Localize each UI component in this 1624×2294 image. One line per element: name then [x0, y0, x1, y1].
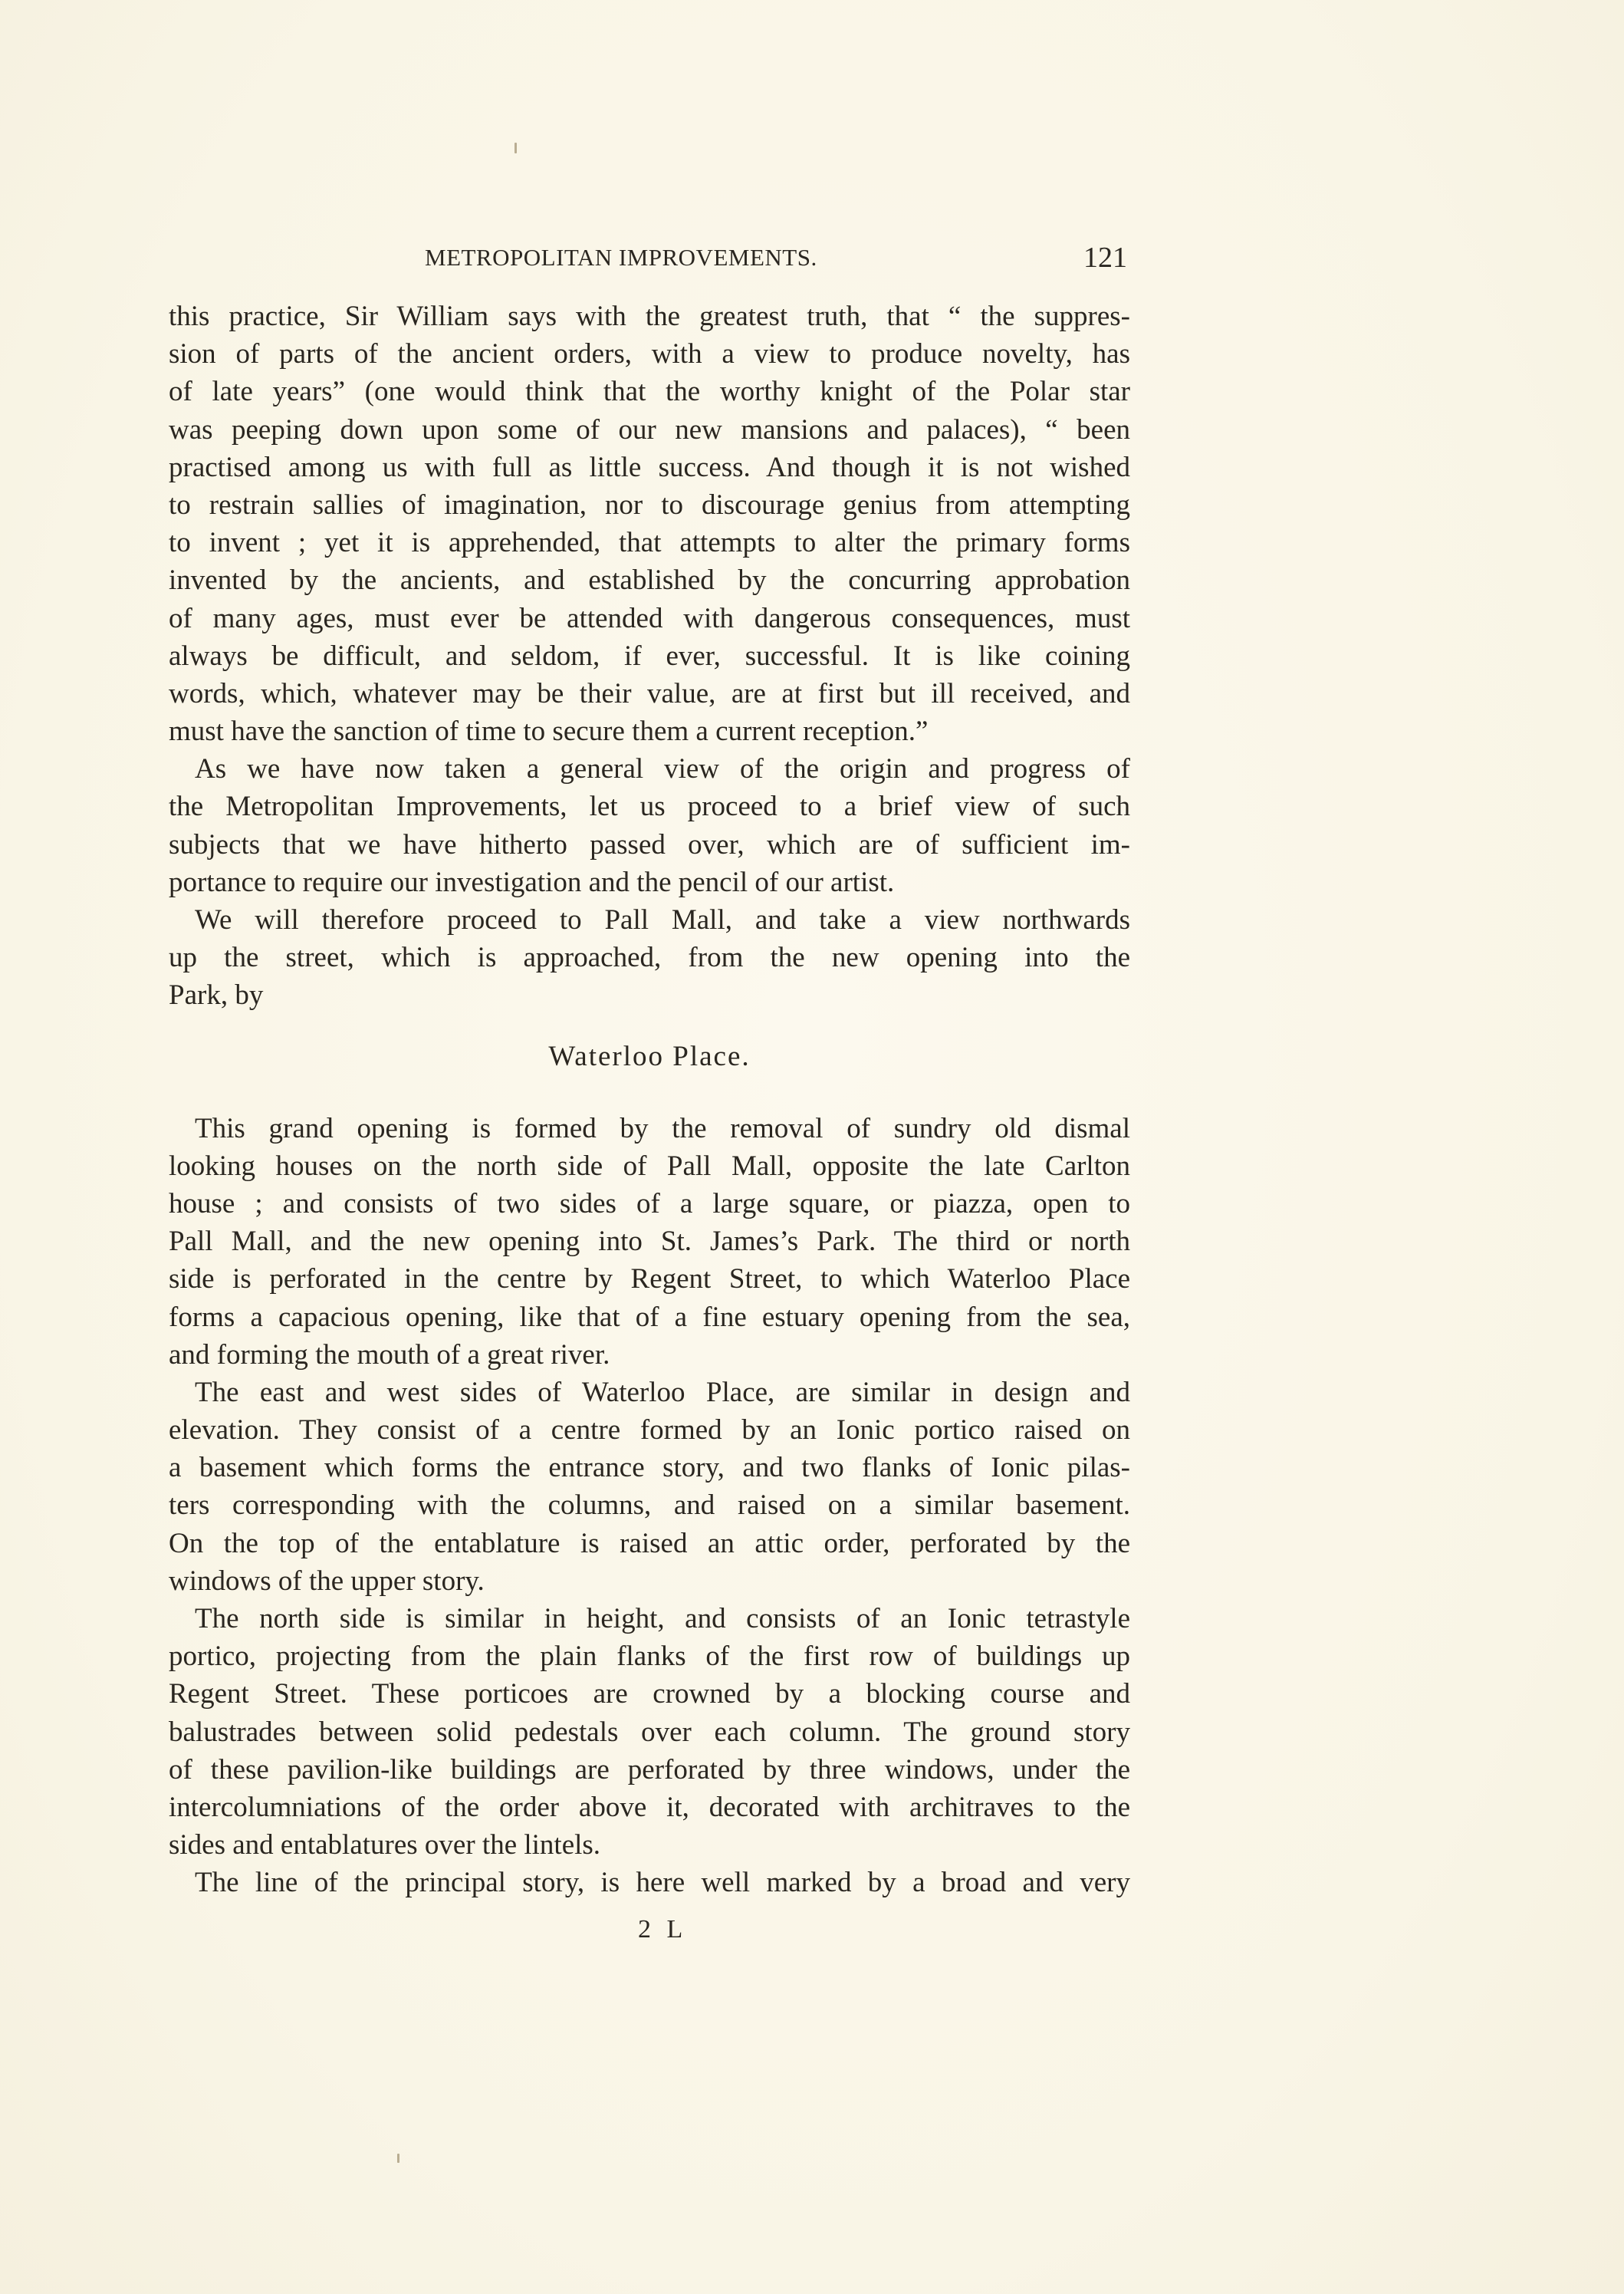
paragraph	[169, 1110, 1130, 1374]
spacer	[169, 1099, 1130, 1110]
text-line: forms a capacious opening, like that of a fine estuary opening from the sea,	[169, 1301, 1130, 1333]
text-line: intercolumniations of the order above it, decorated with architraves to the	[169, 1791, 1130, 1823]
text-line: portico, projecting from the plain flanks of the first row of buildings up	[169, 1641, 1130, 1673]
text-line: house ; and consists of two sides of a large square, or piazza, open to	[169, 1187, 1130, 1219]
paragraph	[169, 1864, 1130, 1901]
running-header	[169, 244, 1127, 282]
text-line: a basement which forms the entrance story, and two flanks of Ionic pilas-	[169, 1452, 1130, 1484]
page-number: 121	[1083, 242, 1127, 274]
paragraph	[169, 298, 1130, 750]
signature-mark: 2 L	[638, 1915, 688, 1943]
text-line: side is perforated in the centre by Regent Street, to which Waterloo Place	[169, 1263, 1130, 1295]
text-line: On the top of the entablature is raised an attic order, perforated by the	[169, 1527, 1130, 1559]
text-line: balustrades between solid pedestals over each column. The ground story	[169, 1716, 1130, 1748]
text-line: and forming the mouth of a great river.	[169, 1338, 610, 1371]
text-line: of late years” (one would think that the worthy knight of the Polar star	[169, 376, 1130, 408]
text-line: We will therefore proceed to Pall Mall, and take a view northwards	[195, 904, 1130, 936]
text-line: must have the sanction of time to secure them a current reception.”	[169, 716, 929, 748]
text-line: sion of parts of the ancient orders, with a view to produce novelty, has	[169, 338, 1130, 370]
text-line: The line of the principal story, is here well marked by a broad and very	[195, 1867, 1130, 1899]
text-line: this practice, Sir William says with the greatest truth, that “ the suppres-	[169, 301, 1130, 332]
paragraph	[169, 750, 1130, 901]
text-line: windows of the upper story.	[169, 1565, 485, 1597]
text-line: words, which, whatever may be their value, are at first but ill received, and	[169, 677, 1130, 709]
text-line: The north side is similar in height, and consists of an Ionic tetrastyle	[195, 1603, 1130, 1634]
text-line: invented by the ancients, and established by the concurring approbation	[169, 564, 1130, 597]
paragraph	[169, 1374, 1130, 1600]
text-line: The east and west sides of Waterloo Place, are similar in design and	[195, 1376, 1130, 1408]
stray-ink-mark-top	[514, 143, 517, 153]
text-line: Park, by	[169, 979, 264, 1012]
text-line: ters corresponding with the columns, and raised on a similar basement.	[169, 1489, 1130, 1522]
text-line: to restrain sallies of imagination, nor to discourage genius from attempting	[169, 489, 1130, 521]
text-line: up the street, which is approached, from the new opening into the	[169, 942, 1130, 974]
text-line: portance to require our investigation and the pencil of our artist.	[169, 866, 895, 898]
running-title: METROPOLITAN IMPROVEMENTS.	[425, 244, 817, 271]
text-line: sides and entablatures over the lintels.	[169, 1829, 601, 1861]
text-line: of many ages, must ever be attended with dangerous consequences, must	[169, 602, 1130, 634]
text-line: As we have now taken a general view of the origin and progress of	[195, 753, 1130, 785]
text-line: of these pavilion-like buildings are perforated by three windows, under the	[169, 1753, 1130, 1786]
text-line: looking houses on the north side of Pall Mall, opposite the late Carlton	[169, 1150, 1130, 1182]
text-line: Regent Street. These porticoes are crowned by a blocking course and	[169, 1678, 1130, 1710]
text-line: This grand opening is formed by the removal of sundry old dismal	[195, 1112, 1130, 1144]
text-line: Pall Mall, and the new opening into St. James’s Park. The third or north	[169, 1226, 1130, 1258]
text-line: the Metropolitan Improvements, let us proceed to a brief view of such	[169, 791, 1130, 823]
paragraph	[169, 901, 1130, 1015]
body-text	[169, 298, 1130, 1902]
text-line: to invent ; yet it is apprehended, that attempts to alter the primary forms	[169, 527, 1130, 559]
text-line: always be difficult, and seldom, if ever, successful. It is like coining	[169, 640, 1130, 672]
paragraph	[169, 1600, 1130, 1864]
stray-ink-mark-bottom	[397, 2154, 399, 2163]
text-line: elevation. They consist of a centre formed by an Ionic portico raised on	[169, 1414, 1130, 1447]
section-heading: Waterloo Place.	[548, 1040, 751, 1072]
text-line: subjects that we have hitherto passed over, which are of sufficient im-	[169, 828, 1130, 861]
text-line: practised among us with full as little success. And though it is not wished	[169, 451, 1130, 483]
text-line: was peeping down upon some of our new mansions and palaces), “ been	[169, 413, 1130, 446]
